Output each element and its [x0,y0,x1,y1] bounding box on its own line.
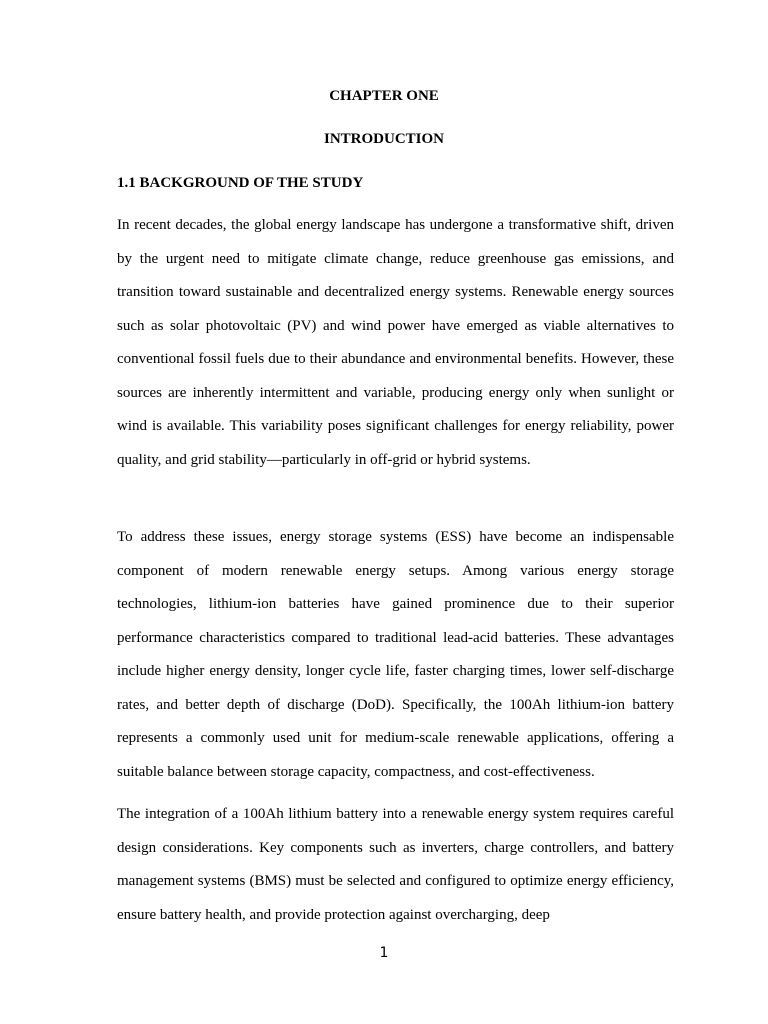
page-number: 1 [379,945,389,961]
paragraph-background-3: The integration of a 100Ah lithium battery into a renewable energy system requires careful design considerations. Key components such as inverters, charge controllers, and battery management systems (BMS) must be selected and configured to optimize energy efficiency, ensure battery health, and provide protection against overcharging, deep [117,806,674,923]
section-heading: 1.1 BACKGROUND OF THE STUDY [117,175,364,191]
chapter-subtitle: INTRODUCTION [323,131,444,147]
chapter-title: CHAPTER ONE [329,88,439,104]
paragraph-background-2: To address these issues, energy storage systems (ESS) have become an indispensable component of modern renewable energy setups. Among various energy storage technologies, lithium-ion batteries have gained prominence due to their superior performance characteristics compared to traditional lead-acid batteries. These advantages include higher energy density, longer cycle life, faster charging times, lower self-discharge rates, and better depth of discharge (DoD). Specifically, the 100Ah lithium-ion battery represents a commonly used unit for medium-scale renewable applications, offering a suitable balance between storage capacity, compactness, and cost-effectiveness. [117,529,674,780]
paragraph-background-1: In recent decades, the global energy landscape has undergone a transformative shift, driven by the urgent need to mitigate climate change, reduce greenhouse gas emissions, and transition toward sustainable and decentralized energy systems. Renewable energy sources such as solar photovoltaic (PV) and wind power have emerged as viable alternatives to conventional fossil fuels due to their abundance and environmental benefits. However, these sources are inherently intermittent and variable, producing energy only when sunlight or wind is available. This variability poses significant challenges for energy reliability, power quality, and grid stability—particularly in off-grid or hybrid systems. [117,217,674,468]
